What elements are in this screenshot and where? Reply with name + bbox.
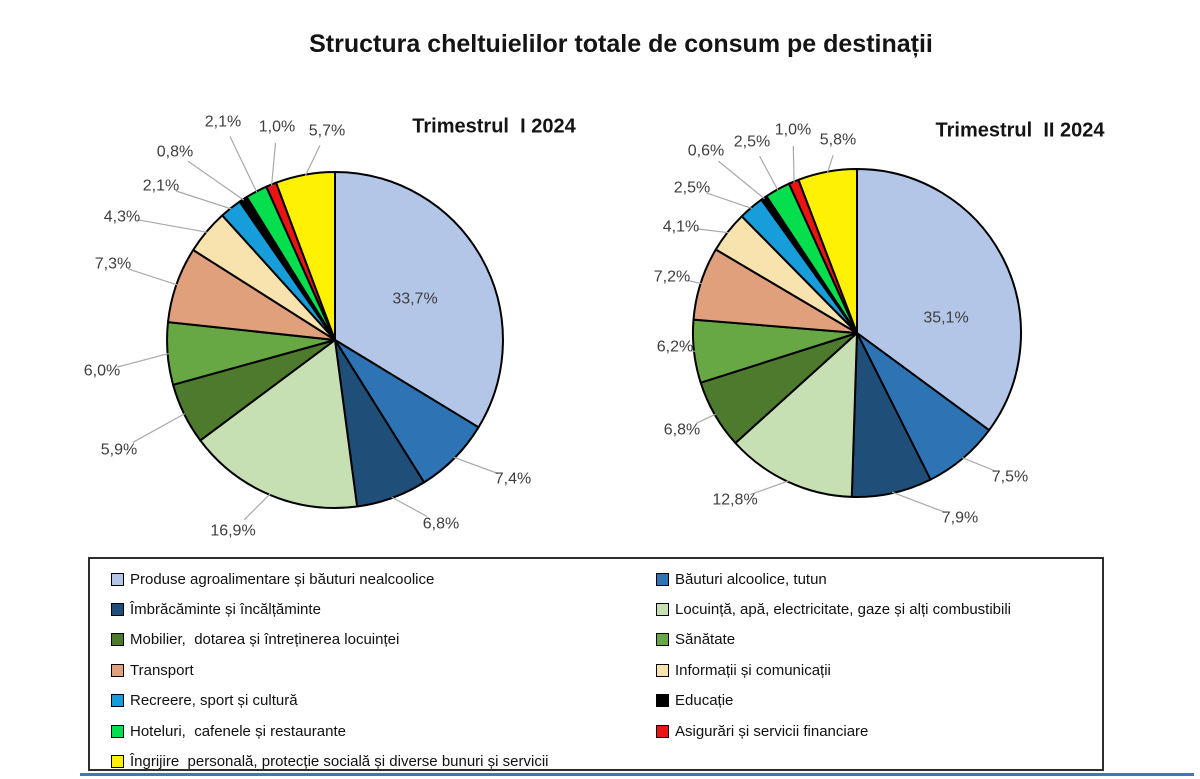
- legend-column-2: [656, 564, 1011, 746]
- pie1-leader-line-4: [133, 414, 185, 443]
- pie2-leader-line-10: [760, 156, 778, 190]
- pie1-value-label-9: 0,8%: [156, 143, 194, 161]
- pie1-value-label-1: 7,4%: [494, 470, 532, 488]
- pie2-value-label-6: 7,2%: [653, 268, 691, 286]
- pie1-leader-line-1: [454, 457, 498, 473]
- pie2-value-label-1: 7,5%: [991, 468, 1029, 486]
- pie1-value-label-11: 1,0%: [258, 118, 296, 136]
- pie2-leader-line-2: [892, 492, 945, 512]
- legend-item-6: [111, 655, 549, 685]
- pie2-leader-line-9: [718, 161, 764, 199]
- legend-box: [88, 557, 1104, 771]
- legend-swatch-icon: [656, 603, 669, 616]
- legend-swatch-icon: [656, 725, 669, 738]
- pie1-leader-line-10: [230, 136, 257, 192]
- legend-item-label: Educație: [675, 692, 734, 710]
- legend-item-label: Băuturi alcoolice, tutun: [675, 570, 827, 588]
- bottom-border-line: [80, 773, 1194, 776]
- pie1-leader-line-2: [392, 497, 427, 516]
- pie1-leader-line-3: [244, 494, 270, 520]
- legend-item-0: [111, 564, 549, 594]
- pie-2-title: Trimestrul II 2024: [935, 119, 1105, 142]
- legend-item-label: Asigurări și servicii financiare: [675, 722, 869, 740]
- legend-swatch-icon: [656, 664, 669, 677]
- pie1-leader-line-5: [118, 354, 169, 367]
- pie1-leader-line-6: [128, 269, 177, 285]
- pie2-value-label-4: 6,8%: [663, 421, 701, 439]
- pie2-value-label-7: 4,1%: [662, 218, 700, 236]
- chart-title: Structura cheltuielilor totale de consum pe destinații: [309, 30, 933, 58]
- pie1-value-label-2: 6,8%: [422, 515, 460, 533]
- pie1-value-label-4: 5,9%: [100, 441, 138, 459]
- pie-1-title: Trimestrul I 2024: [412, 115, 576, 138]
- legend-swatch-icon: [111, 664, 124, 677]
- legend-item-label: Sănătate: [675, 631, 736, 649]
- legend-item-label: Îngrijire personală, protecție socială și diverse bunuri și servicii: [130, 753, 549, 771]
- pie1-value-label-0: 33,7%: [392, 290, 438, 308]
- legend-swatch-icon: [111, 725, 124, 738]
- pie1-leader-line-9: [188, 161, 244, 200]
- pie2-value-label-5: 6,2%: [656, 338, 694, 356]
- legend-swatch-icon: [656, 633, 669, 646]
- pie1-leader-line-12: [305, 145, 320, 175]
- pie1-leader-line-11: [272, 143, 276, 186]
- legend-column-1: [111, 564, 549, 777]
- pie1-value-label-10: 2,1%: [204, 113, 242, 131]
- legend-item-1: [656, 564, 1011, 594]
- pie2-leader-line-11: [793, 146, 794, 183]
- legend-item-8: [111, 686, 549, 716]
- pie2-leader-line-1: [962, 458, 995, 471]
- pie1-leader-line-8: [176, 191, 231, 209]
- legend-swatch-icon: [111, 755, 124, 768]
- legend-item-label: Mobilier, dotarea și întreținerea locuinței: [130, 631, 400, 649]
- legend-item-9: [656, 686, 1011, 716]
- legend-item-4: [111, 625, 549, 655]
- legend-item-label: Informații și comunicații: [675, 661, 831, 679]
- legend-swatch-icon: [111, 694, 124, 707]
- legend-item-10: [111, 716, 549, 746]
- pie1-value-label-6: 7,3%: [94, 255, 132, 273]
- pie2-value-label-0: 35,1%: [923, 309, 969, 327]
- legend-item-7: [656, 655, 1011, 685]
- legend-item-2: [111, 594, 549, 624]
- legend-swatch-icon: [111, 603, 124, 616]
- legend-item-3: [656, 594, 1011, 624]
- pie2-value-label-9: 0,6%: [687, 142, 725, 160]
- pie2-leader-line-7: [697, 229, 729, 233]
- pie2-value-label-10: 2,5%: [733, 133, 771, 151]
- legend-item-label: Recreere, sport și cultură: [130, 692, 298, 710]
- pie1-value-label-3: 16,9%: [210, 522, 256, 540]
- legend-item-label: Produse agroalimentare și băuturi nealcoolice: [130, 570, 435, 588]
- pie2-value-label-11: 1,0%: [774, 121, 812, 139]
- pie1-value-label-12: 5,7%: [308, 122, 346, 140]
- legend-swatch-icon: [656, 694, 669, 707]
- legend-swatch-icon: [111, 573, 124, 586]
- pie2-value-label-2: 7,9%: [941, 509, 979, 527]
- legend-item-label: Transport: [130, 661, 194, 679]
- legend-swatch-icon: [111, 633, 124, 646]
- pie2-leader-line-8: [707, 193, 752, 208]
- legend-item-5: [656, 625, 1011, 655]
- pie2-value-label-3: 12,8%: [712, 491, 758, 509]
- legend-item-label: Hoteluri, cafenele și restaurante: [130, 722, 346, 740]
- legend-item-label: Locuință, apă, electricitate, gaze și alți combustibili: [675, 601, 1012, 619]
- pie2-value-label-8: 2,5%: [673, 179, 711, 197]
- legend-swatch-icon: [656, 573, 669, 586]
- pie2-value-label-12: 5,8%: [819, 131, 857, 149]
- pie1-value-label-7: 4,3%: [103, 208, 141, 226]
- legend-item-11: [656, 716, 1011, 746]
- legend-item-label: Îmbrăcăminte și încălțăminte: [130, 601, 321, 619]
- pie1-value-label-5: 6,0%: [83, 362, 121, 380]
- pie1-leader-line-7: [138, 220, 208, 233]
- pie1-value-label-8: 2,1%: [142, 177, 180, 195]
